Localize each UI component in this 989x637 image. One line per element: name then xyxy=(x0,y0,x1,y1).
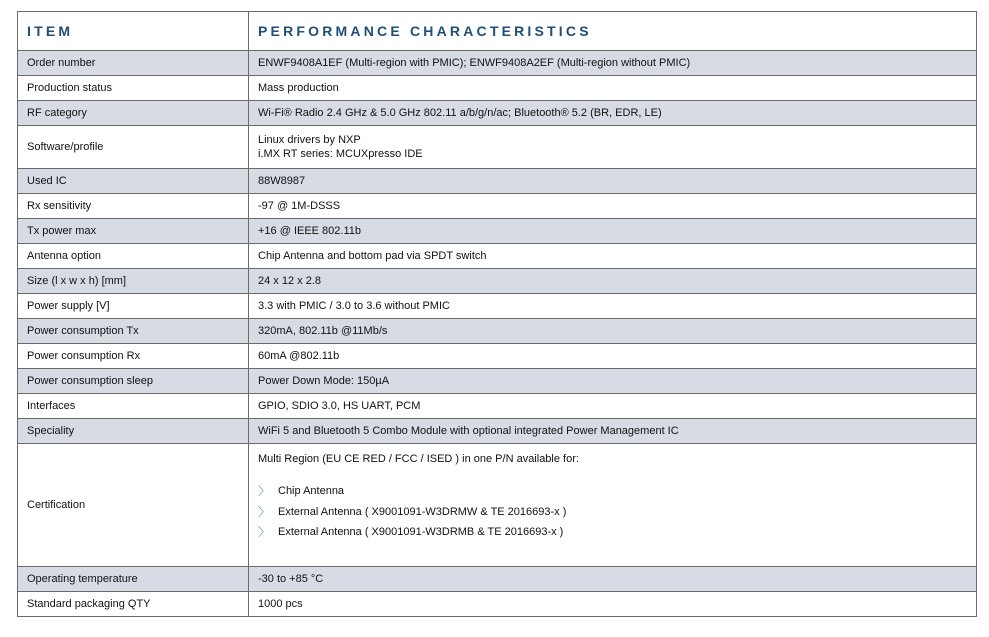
table-row xyxy=(18,269,977,294)
row-value: GPIO, SDIO 3.0, HS UART, PCM xyxy=(249,394,977,419)
table-row xyxy=(18,567,977,592)
table-row xyxy=(18,592,977,617)
row-value: +16 @ IEEE 802.11b xyxy=(249,219,977,244)
table-row xyxy=(18,76,977,101)
table-row xyxy=(18,419,977,444)
row-value: WiFi 5 and Bluetooth 5 Combo Module with optional integrated Power Management IC xyxy=(249,419,977,444)
row-label: Power consumption Tx xyxy=(18,319,249,344)
certification-item-text: Chip Antenna xyxy=(278,485,345,498)
table-row xyxy=(18,294,977,319)
row-label: Operating temperature xyxy=(18,567,249,592)
row-value: Wi-Fi® Radio 2.4 GHz & 5.0 GHz 802.11 a/b/g/n/ac; Bluetooth® 5.2 (BR, EDR, LE) xyxy=(249,101,977,126)
chevron-right-icon: 〉 xyxy=(258,484,271,499)
chevron-right-icon: 〉 xyxy=(258,525,271,540)
row-value: 3.3 with PMIC / 3.0 to 3.6 without PMIC xyxy=(249,294,977,319)
spec-table xyxy=(17,11,977,617)
row-value: -97 @ 1M-DSSS xyxy=(249,194,977,219)
row-label: RF category xyxy=(18,101,249,126)
certification-item-text: External Antenna ( X9001091-W3DRMW & TE 2016693-x ) xyxy=(278,505,567,518)
table-row xyxy=(18,394,977,419)
table-row xyxy=(18,126,977,169)
table-header xyxy=(18,12,977,51)
table-row xyxy=(18,244,977,269)
row-value: -30 to +85 °C xyxy=(249,567,977,592)
table-row xyxy=(18,219,977,244)
header-item: ITEM xyxy=(18,12,249,51)
certification-list xyxy=(258,481,976,543)
row-label: Power consumption sleep xyxy=(18,369,249,394)
row-label: Speciality xyxy=(18,419,249,444)
row-label: Tx power max xyxy=(18,219,249,244)
row-label: Antenna option xyxy=(18,244,249,269)
row-label: Certification xyxy=(18,444,249,567)
row-value xyxy=(249,126,977,169)
row-value: 1000 pcs xyxy=(249,592,977,617)
row-label: Size (l x w x h) [mm] xyxy=(18,269,249,294)
row-value: 60mA @802.11b xyxy=(249,344,977,369)
table-row-certification xyxy=(18,444,977,567)
row-value: ENWF9408A1EF (Multi-region with PMIC); ENWF9408A2EF (Multi-region without PMIC) xyxy=(249,51,977,76)
row-label: Software/profile xyxy=(18,126,249,169)
row-label: Power supply [V] xyxy=(18,294,249,319)
row-value: Mass production xyxy=(249,76,977,101)
table-row xyxy=(18,369,977,394)
row-label: Used IC xyxy=(18,169,249,194)
value-line: i.MX RT series: MCUXpresso IDE xyxy=(258,148,423,160)
table-row xyxy=(18,169,977,194)
row-value: Chip Antenna and bottom pad via SPDT switch xyxy=(249,244,977,269)
certification-item xyxy=(258,522,976,543)
certification-item xyxy=(258,481,976,502)
header-characteristics: PERFORMANCE CHARACTERISTICS xyxy=(249,12,977,51)
row-value: 24 x 12 x 2.8 xyxy=(249,269,977,294)
row-label: Interfaces xyxy=(18,394,249,419)
table-row xyxy=(18,51,977,76)
row-value: 320mA, 802.11b @11Mb/s xyxy=(249,319,977,344)
table-row xyxy=(18,319,977,344)
table-row xyxy=(18,101,977,126)
certification-intro: Multi Region (EU CE RED / FCC / ISED ) in one P/N available for: xyxy=(258,453,579,465)
row-label: Standard packaging QTY xyxy=(18,592,249,617)
row-value xyxy=(249,444,977,567)
row-label: Production status xyxy=(18,76,249,101)
value-line: Linux drivers by NXP xyxy=(258,134,361,146)
table-row xyxy=(18,194,977,219)
row-label: Power consumption Rx xyxy=(18,344,249,369)
certification-item xyxy=(258,502,976,523)
certification-item-text: External Antenna ( X9001091-W3DRMB & TE 2016693-x ) xyxy=(278,526,564,539)
table-row xyxy=(18,344,977,369)
row-value: 88W8987 xyxy=(249,169,977,194)
chevron-right-icon: 〉 xyxy=(258,504,271,519)
row-label: Order number xyxy=(18,51,249,76)
row-value: Power Down Mode: 150µA xyxy=(249,369,977,394)
row-label: Rx sensitivity xyxy=(18,194,249,219)
